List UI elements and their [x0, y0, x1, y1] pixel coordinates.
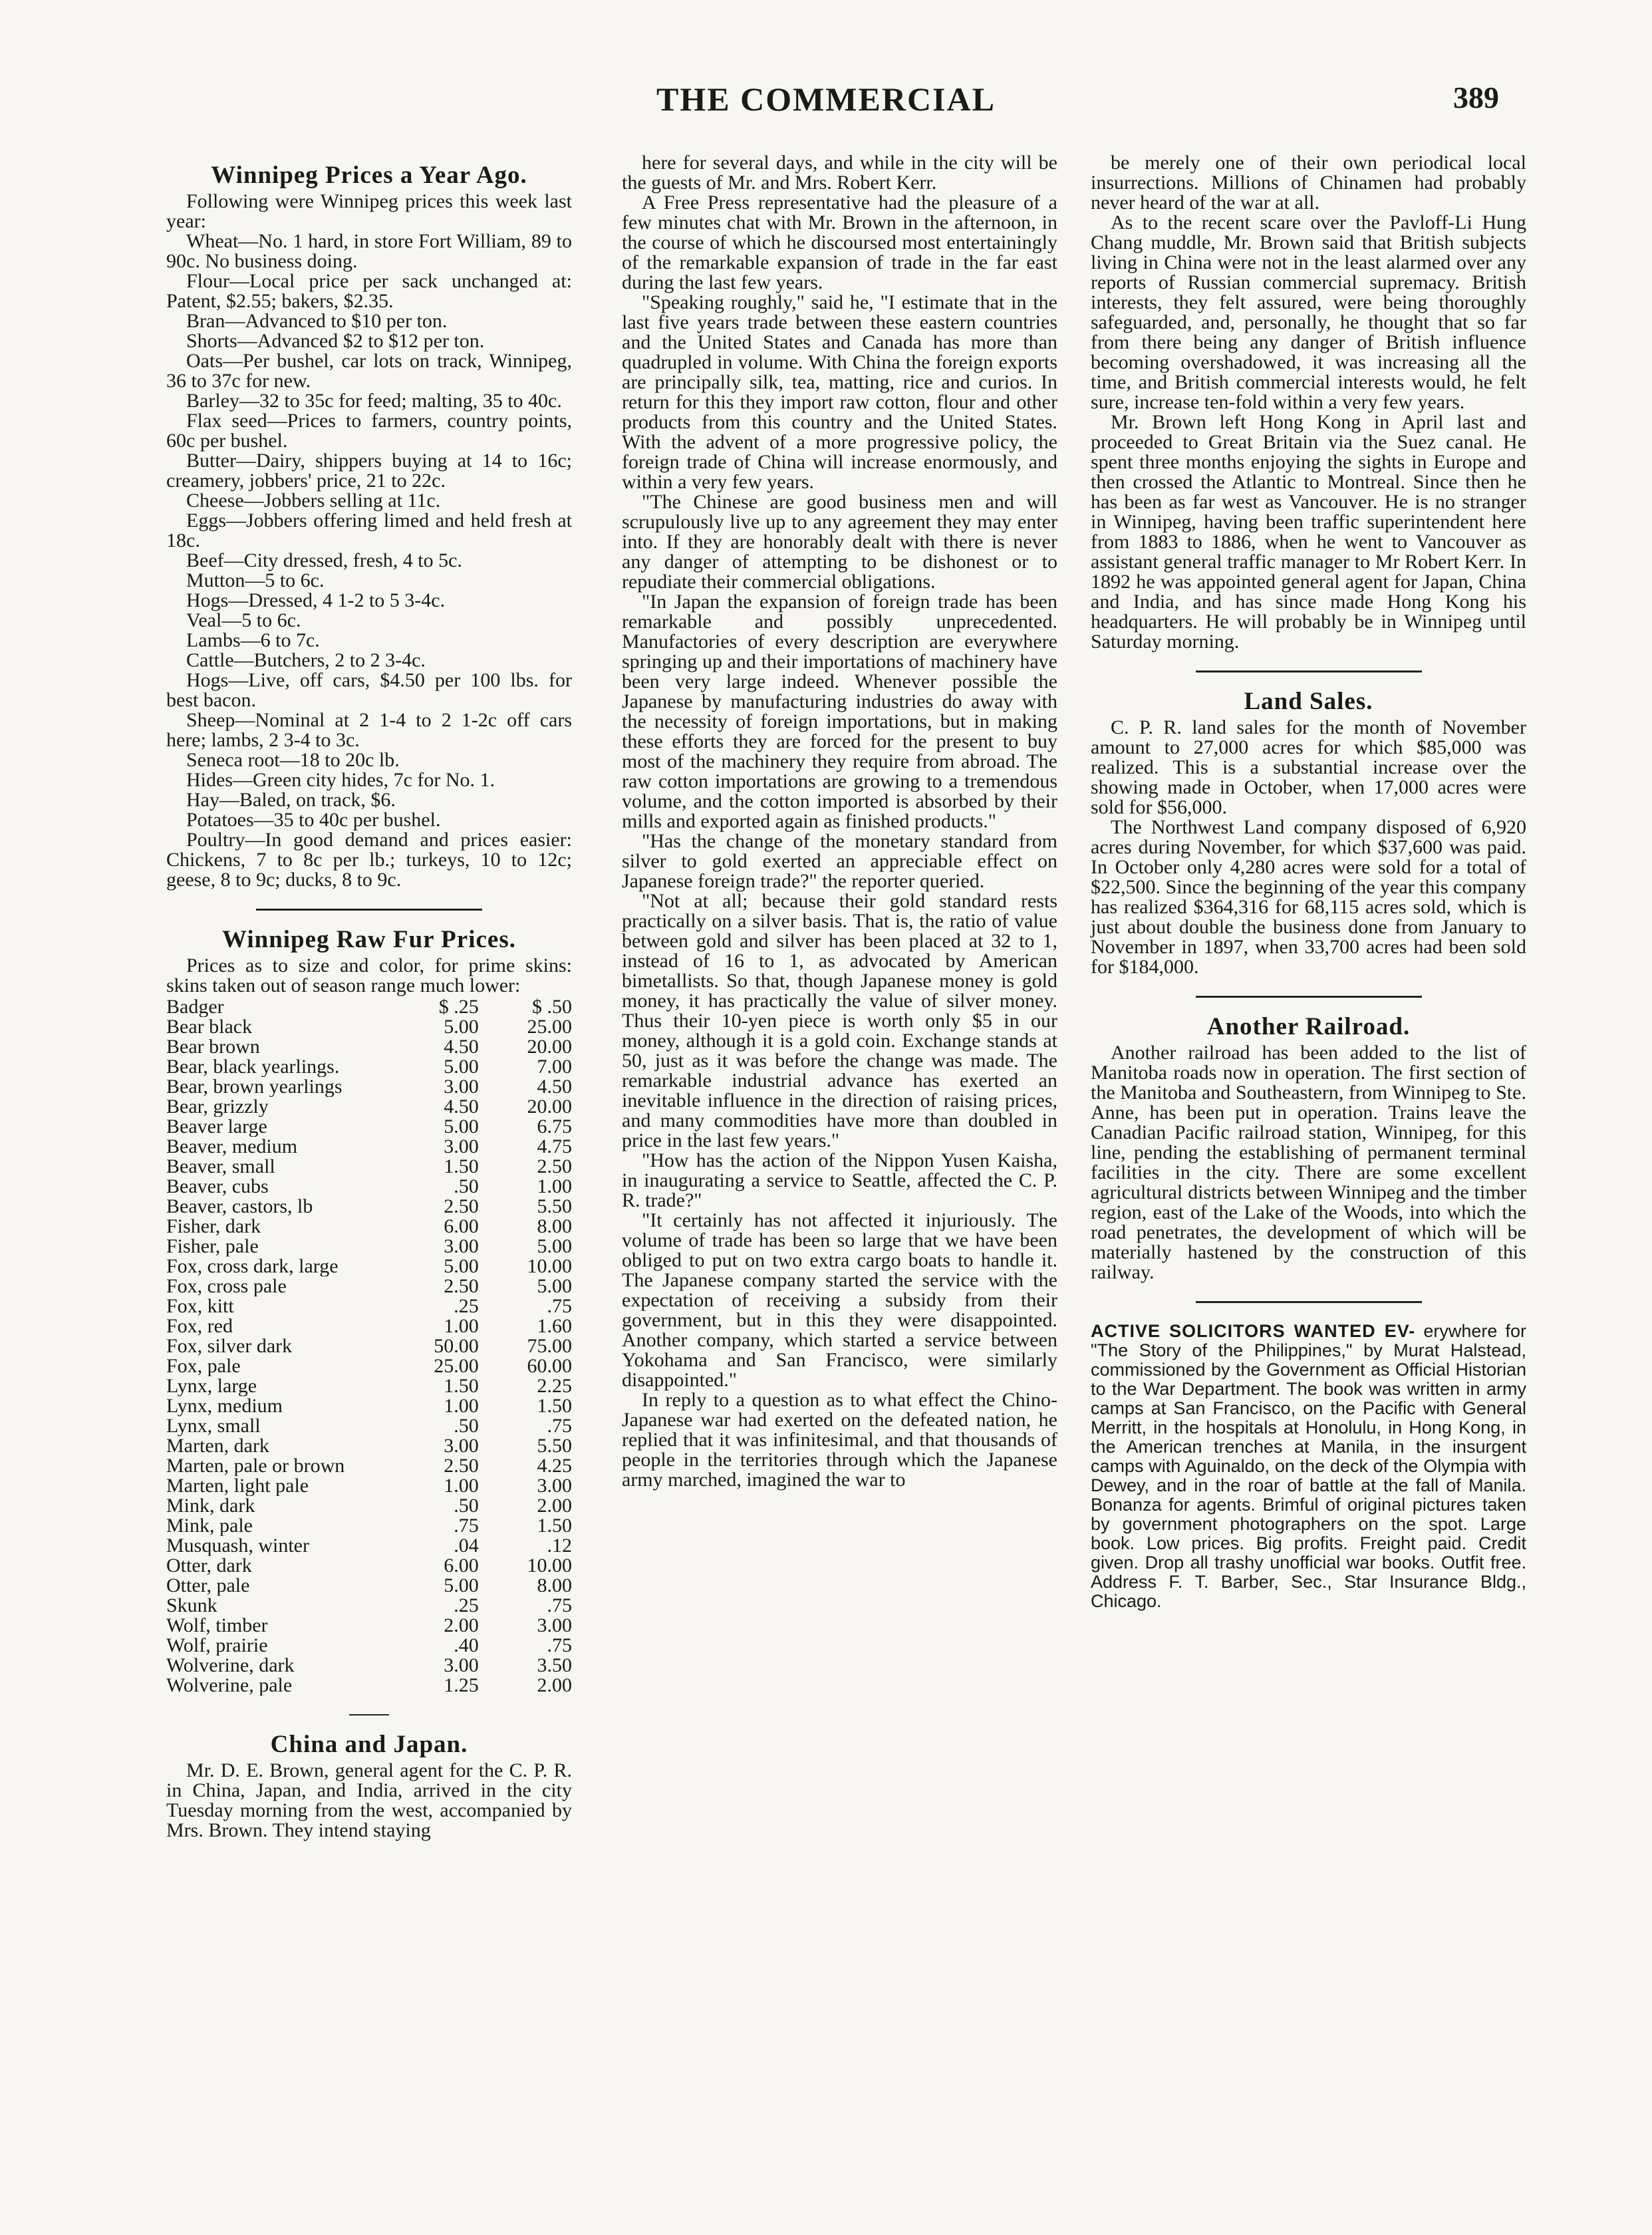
fur-high-price: 8.00 [537, 1574, 572, 1596]
paragraph: "It certainly has not affected it injuriously. The volume of trade has been so large that we have been obliged to put on two extra cargo boats to handle it. The Japanese company started the service with the expectation of receiving a subsidy from their government, but in this they were disappointed. Another company, which started a service between Yokohama and San Francisco, were similarly disappointed." [622, 1209, 1057, 1391]
fur-low-price: 6.00 [444, 1555, 479, 1576]
fur-name: Badger [166, 997, 224, 1017]
winnipeg-prices-article [166, 162, 572, 890]
paragraph: "Speaking roughly," said he, "I estimate that in the last five years trade between these eastern countries and the United States and Canada has more than quadrupled in volume. With China the foreign exports are principally silk, tea, matting, rice and curios. In return for this they import raw cotton, flour and other products from this country and the United States. With the advent of a more progressive policy, the foreign trade of China will increase enormously, and within a very few years. [622, 291, 1057, 493]
fur-name: Fox, kitt [166, 1296, 234, 1316]
fur-low-price: 2.00 [444, 1614, 479, 1636]
fur-low-price: 5.00 [444, 1116, 479, 1137]
china-japan-article [166, 1731, 572, 1841]
fur-intro: Prices as to size and color, for prime skins: skins taken out of season range much lower: [166, 955, 572, 996]
table-row [166, 997, 572, 1017]
fur-high-price: 10.00 [527, 1255, 572, 1277]
table-row [166, 1496, 572, 1516]
fur-high-price: 20.00 [527, 1096, 572, 1118]
fur-low-price: 3.00 [444, 1654, 479, 1676]
fur-low-price: 25.00 [434, 1355, 479, 1377]
article-title: Winnipeg Raw Fur Prices. [222, 926, 516, 953]
paragraph: here for several days, and while in the city will be the guests of Mr. and Mrs. Robert Kerr. [622, 152, 1057, 194]
table-row [166, 1516, 572, 1536]
fur-name: Marten, dark [166, 1436, 269, 1456]
paragraph: Seneca root—18 to 20c lb. [186, 749, 400, 771]
fur-high-price: 7.00 [537, 1056, 572, 1078]
fur-low-price: .04 [454, 1535, 479, 1557]
paragraph: Poultry—In good demand and prices easier: Chickens, 7 to 8c per lb.; turkeys, 10 to 12c; geese, 8 to 9c; ducks, 8 to 9c. [166, 829, 572, 891]
table-row [166, 1676, 572, 1696]
fur-high-price: 5.00 [537, 1275, 572, 1297]
fur-high-price: .75 [547, 1295, 572, 1317]
fur-name: Mink, pale [166, 1516, 253, 1536]
table-row [166, 1336, 572, 1356]
fur-name: Beaver, medium [166, 1137, 298, 1157]
fur-name: Bear, grizzly [166, 1097, 269, 1117]
paragraph: Bran—Advanced to $10 per ton. [186, 310, 448, 332]
another-railroad-article [1091, 1014, 1526, 1282]
table-row [166, 1257, 572, 1276]
paragraph: Another railroad has been added to the list of Manitoba roads now in operation. The first section of the Manitoba and Southeastern, from Winnipeg to Ste. Anne, has been put in operation. Trains leave the Canadian Pacific railroad station, Winnipeg, for this line, pending the establishing of permanent terminal facilities in the city. There are some excellent agricultural districts between Winnipeg and the timber region, east of the Lake of the Woods, into which the road penetrates, the development of which will be materially hastened by the construction of this railway. [1091, 1042, 1526, 1283]
fur-high-price: .75 [547, 1415, 572, 1437]
table-row [166, 1476, 572, 1496]
table-row [166, 1536, 572, 1556]
fur-name: Beaver large [166, 1117, 267, 1137]
fur-high-price: 4.25 [537, 1455, 572, 1477]
fur-high-price: 2.00 [537, 1495, 572, 1517]
table-row [166, 1456, 572, 1476]
fur-low-price: 1.25 [444, 1674, 479, 1696]
fur-high-price: $ .50 [532, 996, 572, 1018]
fur-low-price: 2.50 [444, 1275, 479, 1297]
table-row [166, 1596, 572, 1616]
fur-name: Fisher, pale [166, 1237, 259, 1257]
fur-high-price: 4.50 [537, 1076, 572, 1098]
paragraph: Mr. D. E. Brown, general agent for the C. P. R. in China, Japan, and India, arrived in the city Tuesday morning from the west, accompanied by Mrs. Brown. They intend staying [166, 1759, 572, 1841]
table-row [166, 1097, 572, 1117]
paragraph: "Not at all; because their gold standard rests practically on a silver basis. That is, the ratio of value between gold and silver has been placed at 32 to 1, instead of 16 to 1, as advocated by American bimetallists. So that, though Japanese money is gold money, it has practically the value of silver money. Thus their 10-yen piece is worth only $5 in our money, although it is a gold coin. Exchange stands at 50, just as it was before the change was made. The remarkable industrial advance has exerted an inevitable influence in the direction of raising prices, and many commodities have more than doubled in price in the last few years." [622, 890, 1057, 1151]
fur-high-price: 10.00 [527, 1555, 572, 1576]
fur-low-price: .25 [454, 1295, 479, 1317]
fur-name: Skunk [166, 1596, 217, 1616]
fur-low-price: .50 [454, 1415, 479, 1437]
fur-low-price: 50.00 [434, 1335, 479, 1357]
fur-name: Wolverine, pale [166, 1676, 293, 1696]
article-title: China and Japan. [270, 1731, 468, 1758]
article-title: Winnipeg Prices a Year Ago. [211, 162, 527, 189]
paragraph: Hides—Green city hides, 7c for No. 1. [186, 769, 495, 791]
fur-low-price: 5.00 [444, 1016, 479, 1038]
fur-name: Musquash, winter [166, 1536, 309, 1556]
paragraph: Hogs—Dressed, 4 1-2 to 5 3-4c. [186, 589, 446, 611]
table-row [166, 1157, 572, 1177]
table-row [166, 1556, 572, 1576]
fur-name: Wolverine, dark [166, 1656, 295, 1676]
paragraph: Hogs—Live, off cars, $4.50 per 100 lbs. for best bacon. [166, 669, 572, 711]
paragraph: Mutton—5 to 6c. [186, 569, 325, 591]
fur-high-price: 8.00 [537, 1215, 572, 1237]
fur-name: Bear, black yearlings. [166, 1057, 340, 1077]
fur-high-price: 75.00 [527, 1335, 572, 1357]
paragraph: Lambs—6 to 7c. [186, 629, 320, 651]
paragraph: Flax seed—Prices to farmers, country points, 60c per bushel. [166, 410, 572, 452]
table-row [166, 1276, 572, 1296]
fur-name: Fox, cross dark, large [166, 1257, 339, 1276]
fur-low-price: 1.50 [444, 1155, 479, 1177]
column-2 [622, 153, 1057, 1490]
fur-low-price: 5.00 [444, 1574, 479, 1596]
fur-high-price: 1.00 [537, 1175, 572, 1197]
table-row [166, 1017, 572, 1037]
paragraph: "The Chinese are good business men and will scrupulously live up to any agreement they may enter into. If they are honorably dealt with there is never any danger of attempting to be dishonest or to repudiate their commercial obligations. [622, 491, 1057, 593]
paragraph: Oats—Per bushel, car lots on track, Winnipeg, 36 to 37c for new. [166, 350, 572, 392]
paragraph: Veal—5 to 6c. [186, 609, 301, 631]
paragraph: "How has the action of the Nippon Yusen Kaisha, in inaugurating a service to Seattle, affected the C. P. R. trade?" [622, 1149, 1057, 1211]
table-row [166, 1416, 572, 1436]
table-row [166, 1636, 572, 1656]
fur-low-price: 2.50 [444, 1195, 479, 1217]
paragraph: Flour—Local price per sack unchanged at: Patent, $2.55; bakers, $2.35. [166, 270, 572, 312]
paragraph: The Northwest Land company disposed of 6,920 acres during November, for which $37,600 was paid. In October only 4,280 acres were sold for a total of $22,500. Since the beginning of the year this company has realized $364,316 for 68,115 acres sold, which is just about double the business done from January to November in 1897, when 33,700 acres had been sold for $184,000. [1091, 816, 1526, 978]
fur-high-price: 2.00 [537, 1674, 572, 1696]
fur-name: Marten, light pale [166, 1476, 309, 1496]
fur-low-price: 2.50 [444, 1455, 479, 1477]
paragraph: Barley—32 to 35c for feed; malting, 35 to 40c. [186, 390, 562, 412]
paragraph: Hay—Baled, on track, $6. [186, 789, 396, 811]
article-body [166, 192, 572, 890]
article-title: Land Sales. [1244, 688, 1373, 715]
fur-name: Beaver, castors, lb [166, 1197, 313, 1217]
paragraph: In reply to a question as to what effect the Chino-Japanese war had exerted on the defeated nation, he replied that it was infinitesimal, and that thousands of people in the territories through which the Japanese army marched, imagined the war to [622, 1389, 1057, 1491]
fur-high-price: 6.75 [537, 1116, 572, 1137]
table-row [166, 1576, 572, 1596]
table-row [166, 1177, 572, 1197]
divider [1196, 670, 1422, 672]
paragraph: Eggs—Jobbers offering limed and held fresh at 18c. [166, 510, 572, 551]
advertisement [1091, 1322, 1526, 1611]
fur-low-price: .40 [454, 1634, 479, 1656]
fur-name: Bear, brown yearlings [166, 1077, 343, 1097]
fur-high-price: 5.00 [537, 1235, 572, 1257]
fur-low-price: .50 [454, 1175, 479, 1197]
fur-name: Fisher, dark [166, 1217, 261, 1237]
table-row [166, 1296, 572, 1316]
table-row [166, 1077, 572, 1097]
paragraph: Wheat—No. 1 hard, in store Fort William, 89 to 90c. No business doing. [166, 230, 572, 272]
table-row [166, 1656, 572, 1676]
column-1 [166, 153, 572, 1841]
paragraph: Mr. Brown left Hong Kong in April last and proceeded to Great Britain via the Suez canal. He spent three months enjoying the sights in Europe and then crossed the Atlantic to Montreal. Since then he has been as far west as Vancouver. He is no stranger in Winnipeg, having been traffic superintendent here from 1883 to 1886, when he went to Vancouver as assistant general traffic manager to Mr Robert Kerr. In 1892 he was appointed general agent for Japan, China and India, and has since made Hong Kong his headquarters. He will probably be in Winnipeg until Saturday morning. [1091, 411, 1526, 653]
divider [349, 1714, 389, 1715]
fur-low-price: 4.50 [444, 1036, 479, 1058]
article-body [1091, 718, 1526, 977]
paragraph: Shorts—Advanced $2 to $12 per ton. [186, 330, 485, 352]
fur-prices-article [166, 927, 572, 1696]
fur-name: Lynx, large [166, 1376, 257, 1396]
fur-name: Beaver, small [166, 1157, 275, 1177]
divider [1196, 996, 1422, 998]
table-row [166, 1316, 572, 1336]
ad-headline: ACTIVE SOLICITORS WANTED EV- [1091, 1321, 1416, 1341]
table-row [166, 1356, 572, 1376]
fur-low-price: 6.00 [444, 1215, 479, 1237]
fur-high-price: 3.50 [537, 1654, 572, 1676]
fur-low-price: 1.50 [444, 1375, 479, 1397]
paragraph: Sheep—Nominal at 2 1-4 to 2 1-2c off cars here; lambs, 2 3-4 to 3c. [166, 709, 572, 751]
fur-low-price: 3.00 [444, 1435, 479, 1457]
paragraph: As to the recent scare over the Pavloff-Li Hung Chang muddle, Mr. Brown said that British subjects living in China were not in the least alarmed over any reports of Russian commercial supremacy. British interests, they felt assured, were being thoroughly safeguarded, and, personally, he thought that so far from there being any danger of British influence becoming overshadowed, it was increasing all the time, and British commercial interests would, he felt sure, increase ten-fold within a very few years. [1091, 212, 1526, 413]
paragraph: "Has the change of the monetary standard from silver to gold exerted an appreciable effect on Japanese foreign trade?" the reporter queried. [622, 830, 1057, 892]
fur-name: Otter, pale [166, 1576, 250, 1596]
fur-high-price: 1.50 [537, 1395, 572, 1417]
table-row [166, 1396, 572, 1416]
table-row [166, 1197, 572, 1217]
fur-low-price: .75 [454, 1515, 479, 1537]
table-row [166, 1237, 572, 1257]
fur-high-price: 2.50 [537, 1155, 572, 1177]
land-sales-article [1091, 688, 1526, 977]
fur-high-price: 2.25 [537, 1375, 572, 1397]
fur-high-price: 1.60 [537, 1315, 572, 1337]
fur-name: Lynx, medium [166, 1396, 283, 1416]
china-japan-concluded [1091, 153, 1526, 652]
page-number: 389 [1453, 80, 1499, 114]
fur-low-price: 3.00 [444, 1076, 479, 1098]
fur-name: Mink, dark [166, 1496, 255, 1516]
fur-low-price: 1.00 [444, 1475, 479, 1497]
table-row [166, 1436, 572, 1456]
fur-low-price: 3.00 [444, 1235, 479, 1257]
fur-high-price: .75 [547, 1634, 572, 1656]
table-row [166, 1037, 572, 1057]
fur-low-price: $ .25 [438, 996, 479, 1018]
divider [256, 909, 482, 911]
fur-high-price: .75 [547, 1594, 572, 1616]
fur-low-price: .25 [454, 1594, 479, 1616]
china-japan-continued [622, 153, 1057, 1490]
table-row [166, 1137, 572, 1157]
paragraph: be merely one of their own periodical local insurrections. Millions of Chinamen had probably never heard of the war at all. [1091, 152, 1526, 214]
fur-low-price: 4.50 [444, 1096, 479, 1118]
fur-name: Bear brown [166, 1037, 260, 1057]
fur-low-price: 5.00 [444, 1255, 479, 1277]
paragraph: "In Japan the expansion of foreign trade has been remarkable and possibly unprecedented. Manufactories of every description are everywhere springing up and their importations of machinery have been very large indeed. Whenever possible the Japanese by manufacturing industries do away with the necessity of foreign importations, but in making these efforts they are forced for the present to buy most of the machinery they require from abroad. The raw cotton importations are growing to a tremendous volume, and the cotton imported is absorbed by their mills and exported again as finished products." [622, 591, 1057, 832]
divider [1196, 1301, 1422, 1303]
fur-high-price: 4.75 [537, 1135, 572, 1157]
fur-high-price: 20.00 [527, 1036, 572, 1058]
fur-low-price: .50 [454, 1495, 479, 1517]
column-3 [1091, 153, 1526, 1611]
paragraph: Beef—City dressed, fresh, 4 to 5c. [186, 549, 462, 571]
fur-high-price: 1.50 [537, 1515, 572, 1537]
fur-high-price: 25.00 [527, 1016, 572, 1038]
fur-name: Fox, pale [166, 1356, 241, 1376]
fur-low-price: 3.00 [444, 1135, 479, 1157]
fur-name: Wolf, prairie [166, 1636, 268, 1656]
fur-low-price: 1.00 [444, 1315, 479, 1337]
ad-text [1091, 1322, 1526, 1611]
fur-high-price: 5.50 [537, 1435, 572, 1457]
paragraph: Butter—Dairy, shippers buying at 14 to 16c; creamery, jobbers' price, 21 to 22c. [166, 450, 572, 492]
table-row [166, 1217, 572, 1237]
fur-high-price: .12 [547, 1535, 572, 1557]
paragraph: Cattle—Butchers, 2 to 2 3-4c. [186, 649, 426, 671]
masthead: THE COMMERCIAL [656, 80, 996, 118]
fur-low-price: 1.00 [444, 1395, 479, 1417]
paragraph: A Free Press representative had the pleasure of a few minutes chat with Mr. Brown in the afternoon, in the course of which he discoursed most entertainingly of the remarkable expansion of trade in the far east during the last few years. [622, 192, 1057, 293]
article-title: Another Railroad. [1206, 1013, 1411, 1040]
fur-high-price: 5.50 [537, 1195, 572, 1217]
fur-high-price: 60.00 [527, 1355, 572, 1377]
paragraph: Potatoes—35 to 40c per bushel. [186, 809, 441, 831]
fur-name: Wolf, timber [166, 1616, 268, 1636]
ad-body: erywhere for "The Story of the Philippines," by Murat Halstead, commissioned by the Government as Official Historian to the War Department. The book was written in army camps at San Francisco, on the Pacific with General Merritt, in the hospitals at Honolulu, in Hong Kong, in the American trenches at Manila, in the insurgent camps with Aguinaldo, on the deck of the Olympia with Dewey, and in the roar of battle at the fall of Manila. Bonanza for agents. Brimful of original pictures taken by government photographers on the spot. Large book. Low prices. Big profits. Freight paid. Credit given. Drop all trashy unofficial war books. Outfit free. Address F. T. Barber, Sec., Star Insurance Bldg., Chicago. [1091, 1321, 1526, 1611]
fur-name: Lynx, small [166, 1416, 261, 1436]
paragraph: C. P. R. land sales for the month of November amount to 27,000 acres for which $85,000 was realized. This is a substantial increase over the showing made in October, when 17,000 acres were sold for $56,000. [1091, 716, 1526, 818]
fur-name: Bear black [166, 1017, 253, 1037]
table-row [166, 1057, 572, 1077]
paragraph: Following were Winnipeg prices this week last year: [166, 190, 572, 232]
fur-name: Fox, cross pale [166, 1276, 287, 1296]
page-header [0, 80, 1652, 133]
paragraph: Cheese—Jobbers selling at 11c. [186, 490, 441, 512]
table-row [166, 1117, 572, 1137]
fur-name: Fox, silver dark [166, 1336, 293, 1356]
table-row [166, 1616, 572, 1636]
fur-high-price: 3.00 [537, 1475, 572, 1497]
fur-low-price: 5.00 [444, 1056, 479, 1078]
fur-name: Fox, red [166, 1316, 233, 1336]
fur-name: Otter, dark [166, 1556, 252, 1576]
fur-high-price: 3.00 [537, 1614, 572, 1636]
fur-price-table [166, 997, 572, 1696]
table-row [166, 1376, 572, 1396]
fur-name: Beaver, cubs [166, 1177, 269, 1197]
fur-name: Marten, pale or brown [166, 1456, 345, 1476]
